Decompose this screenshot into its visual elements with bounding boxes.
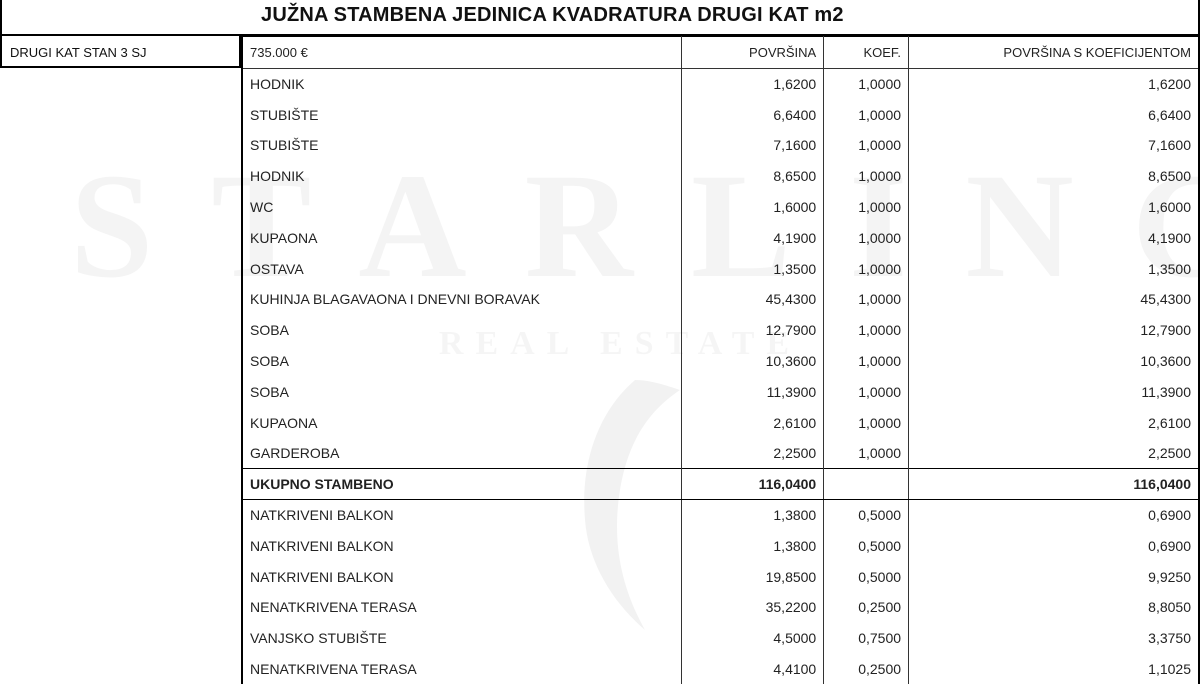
- room-name-cell: SOBA: [242, 315, 681, 346]
- area-coef-cell: 116,0400: [909, 469, 1199, 500]
- room-name-cell: HODNIK: [242, 161, 681, 192]
- coef-cell: 1,0000: [824, 284, 909, 315]
- table-row: [242, 130, 1199, 161]
- coef-cell: 0,2500: [824, 654, 909, 684]
- area-cell: 12,7900: [681, 315, 824, 346]
- area-cell: 19,8500: [681, 561, 824, 592]
- area-cell: 8,6500: [681, 161, 824, 192]
- table-row: [242, 315, 1199, 346]
- room-name-cell: WC: [242, 192, 681, 223]
- table-row: [242, 99, 1199, 130]
- coef-cell: 1,0000: [824, 315, 909, 346]
- table-row: [242, 284, 1199, 315]
- area-coef-cell: 0,6900: [909, 500, 1199, 531]
- area-table: [241, 36, 1200, 684]
- area-cell: 1,3800: [681, 530, 824, 561]
- table-row: [242, 654, 1199, 684]
- coef-cell: 0,5000: [824, 530, 909, 561]
- coef-cell: 1,0000: [824, 130, 909, 161]
- coef-cell: 0,5000: [824, 500, 909, 531]
- table-row: [242, 561, 1199, 592]
- area-cell: 35,2200: [681, 592, 824, 623]
- room-name-cell: KUHINJA BLAGAVAONA I DNEVNI BORAVAK: [242, 284, 681, 315]
- room-name-cell: HODNIK: [242, 69, 681, 100]
- table-row: [242, 253, 1199, 284]
- area-coef-cell: 8,8050: [909, 592, 1199, 623]
- area-coef-cell: 1,6200: [909, 69, 1199, 100]
- area-cell: 116,0400: [681, 469, 824, 500]
- area-cell: 7,1600: [681, 130, 824, 161]
- coef-cell: [824, 469, 909, 500]
- coef-cell: 1,0000: [824, 376, 909, 407]
- room-name-cell: SOBA: [242, 376, 681, 407]
- area-coef-cell: 1,1025: [909, 654, 1199, 684]
- coef-cell: 1,0000: [824, 99, 909, 130]
- room-name-cell: STUBIŠTE: [242, 130, 681, 161]
- room-name-cell: VANJSKO STUBIŠTE: [242, 623, 681, 654]
- coef-cell: 1,0000: [824, 161, 909, 192]
- table-row: [242, 500, 1199, 531]
- coef-cell: 0,2500: [824, 592, 909, 623]
- table-row: [242, 222, 1199, 253]
- price-cell: 735.000 €: [242, 37, 681, 69]
- table-row: [242, 592, 1199, 623]
- coef-cell: 1,0000: [824, 222, 909, 253]
- coef-cell: 1,0000: [824, 69, 909, 100]
- area-cell: 2,2500: [681, 438, 824, 469]
- area-cell: 6,6400: [681, 99, 824, 130]
- table-row: [242, 438, 1199, 469]
- area-cell: 1,3800: [681, 500, 824, 531]
- table-row: [242, 530, 1199, 561]
- room-name-cell: SOBA: [242, 346, 681, 377]
- area-coef-cell: 45,4300: [909, 284, 1199, 315]
- coef-cell: 1,0000: [824, 253, 909, 284]
- area-coef-cell: 3,3750: [909, 623, 1199, 654]
- table-row: [242, 346, 1199, 377]
- table-header-row: [242, 37, 1199, 69]
- coef-cell: 0,5000: [824, 561, 909, 592]
- room-name-cell: UKUPNO STAMBENO: [242, 469, 681, 500]
- coef-cell: 0,7500: [824, 623, 909, 654]
- area-cell: 4,1900: [681, 222, 824, 253]
- area-cell: 4,5000: [681, 623, 824, 654]
- table-row: [242, 192, 1199, 223]
- table-row: [242, 407, 1199, 438]
- area-cell: 11,3900: [681, 376, 824, 407]
- area-coef-cell: 1,6000: [909, 192, 1199, 223]
- room-name-cell: NENATKRIVENA TERASA: [242, 654, 681, 684]
- coef-cell: 1,0000: [824, 438, 909, 469]
- title-row: [0, 0, 1200, 36]
- coef-cell: 1,0000: [824, 192, 909, 223]
- area-cell: 1,3500: [681, 253, 824, 284]
- header-area: POVRŠINA: [681, 37, 824, 69]
- area-coef-cell: 12,7900: [909, 315, 1199, 346]
- room-name-cell: KUPAONA: [242, 407, 681, 438]
- area-cell: 45,4300: [681, 284, 824, 315]
- room-name-cell: GARDEROBA: [242, 438, 681, 469]
- header-coef: KOEF.: [824, 37, 909, 69]
- room-name-cell: NENATKRIVENA TERASA: [242, 592, 681, 623]
- table-row: [242, 161, 1199, 192]
- page-title: JUŽNA STAMBENA JEDINICA KVADRATURA DRUGI KAT m2: [261, 4, 844, 26]
- area-coef-cell: 2,2500: [909, 438, 1199, 469]
- area-cell: 4,4100: [681, 654, 824, 684]
- area-coef-cell: 0,6900: [909, 530, 1199, 561]
- area-coef-cell: 2,6100: [909, 407, 1199, 438]
- area-coef-cell: 4,1900: [909, 222, 1199, 253]
- header-area-coef: POVRŠINA S KOEFICIJENTOM: [909, 37, 1199, 69]
- area-coef-cell: 11,3900: [909, 376, 1199, 407]
- area-coef-cell: 9,9250: [909, 561, 1199, 592]
- total-row: [242, 469, 1199, 500]
- coef-cell: 1,0000: [824, 407, 909, 438]
- coef-cell: 1,0000: [824, 346, 909, 377]
- area-coef-cell: 1,3500: [909, 253, 1199, 284]
- room-name-cell: NATKRIVENI BALKON: [242, 530, 681, 561]
- room-name-cell: OSTAVA: [242, 253, 681, 284]
- room-name-cell: NATKRIVENI BALKON: [242, 500, 681, 531]
- unit-label: DRUGI KAT STAN 3 SJ: [0, 36, 241, 68]
- table-row: [242, 376, 1199, 407]
- area-cell: 1,6200: [681, 69, 824, 100]
- room-name-cell: KUPAONA: [242, 222, 681, 253]
- room-name-cell: STUBIŠTE: [242, 99, 681, 130]
- area-cell: 2,6100: [681, 407, 824, 438]
- area-coef-cell: 10,3600: [909, 346, 1199, 377]
- area-coef-cell: 8,6500: [909, 161, 1199, 192]
- area-coef-cell: 6,6400: [909, 99, 1199, 130]
- table-row: [242, 69, 1199, 100]
- room-name-cell: NATKRIVENI BALKON: [242, 561, 681, 592]
- area-cell: 10,3600: [681, 346, 824, 377]
- table-row: [242, 623, 1199, 654]
- area-cell: 1,6000: [681, 192, 824, 223]
- area-coef-cell: 7,1600: [909, 130, 1199, 161]
